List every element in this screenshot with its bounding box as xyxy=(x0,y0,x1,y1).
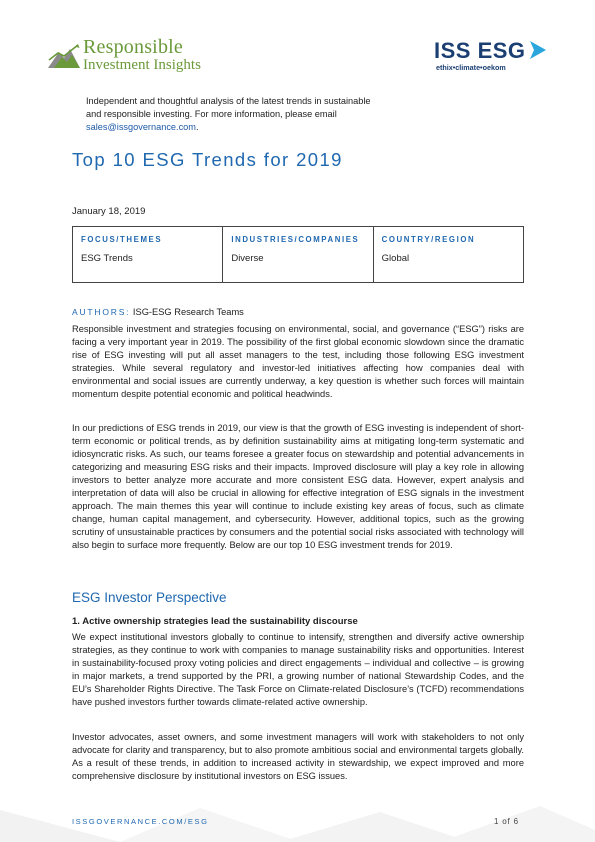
meta-focus-label: FOCUS/THEMES xyxy=(81,235,163,244)
page-number: 1 of 6 xyxy=(494,817,519,826)
meta-table xyxy=(72,226,524,283)
responsible-investment-insights-logo xyxy=(48,36,238,76)
mountain-icon xyxy=(48,44,80,68)
meta-country-value: Global xyxy=(381,253,410,264)
authors-value: ISG-ESG Research Teams xyxy=(132,307,244,317)
paragraph-2: In our predictions of ESG trends in 2019, our view is that the growth of ESG investing is independent of short-term economic or political trends, as by definition sustainability aims at mitigating long-term systematic and idiosyncratic risks. As such, our teams foresee a greater focus on stewardship and potential advancements in categorizing and measuring ESG risks and their impacts. Improved disclosure will play a key role in allowing investors to better analyze more accurate and more consistent ESG data. However, expert analysis and interpretation of data will also be crucial in allowing for effective integration of ESG signals in the investment approach. The main themes this year will continue to include existing key areas of focus, such as climate change, human capital management, and cybersecurity. However, additional topics, such as the growing scrutiny of unsustainable practices by consumers and the potential social risks associated with technology will also begin to surface more frequently. Below are our top 10 ESG investment trends for 2019. xyxy=(72,423,524,551)
authors-line xyxy=(72,307,244,317)
brand-line1: Responsible xyxy=(83,36,183,58)
intro-text: Independent and thoughtful analysis of the latest trends in sustainable and responsible investing. For more information, please email xyxy=(86,96,371,119)
iss-esg-logo xyxy=(432,38,562,74)
meta-focus xyxy=(73,227,223,282)
publish-date: January 18, 2019 xyxy=(72,206,146,217)
intro-end: . xyxy=(195,122,199,132)
meta-country-label: COUNTRY/REGION xyxy=(381,235,476,244)
iss-esg-logo-subtitle: ethix•climate•oekom xyxy=(436,63,506,72)
intro-blurb xyxy=(86,95,386,134)
meta-industries-value: Diverse xyxy=(231,253,264,264)
authors-label: AUTHORS: xyxy=(72,307,131,317)
meta-focus-value: ESG Trends xyxy=(81,253,133,264)
meta-country xyxy=(374,227,523,282)
page-title: Top 10 ESG Trends for 2019 xyxy=(72,149,343,170)
paragraph-3: We expect institutional investors globally to continue to intensify, strengthen and diversify active ownership strategies, as they continue to work with companies to manage sustainability risks and opportunities. Interest in sustainability-focused proxy voting policies and direct engagements – individual and collective – is growing in major markets, a trend supported by the PRI, a growing number of national Stewardship Codes, and the EU’s Shareholder Rights Directive. The Task Force on Climate-related Disclosure’s (TCFD) recommendations have pushed investors further towards climate-related active ownership. xyxy=(72,632,524,708)
paragraph-4: Investor advocates, asset owners, and some investment managers will work with stakeholders to not only advocate for clarity and transparency, but to also promote ambitious social and environmental targets globally. As a result of these trends, in addition to increased activity in stewardship, we expect improved and more comprehensive disclosure by institutional investors on ESG issues. xyxy=(72,732,524,782)
iss-esg-logo-text: ISS ESG xyxy=(434,38,526,63)
sub-heading: 1. Active ownership strategies lead the sustainability discourse xyxy=(72,616,358,627)
meta-industries xyxy=(223,227,373,282)
meta-industries-label: INDUSTRIES/COMPANIES xyxy=(231,235,360,244)
brand-line2: Investment Insights xyxy=(83,57,201,73)
arrow-right-icon xyxy=(530,41,546,59)
sales-email-link[interactable]: sales@issgovernance.com xyxy=(86,122,196,132)
paragraph-1: Responsible investment and strategies focusing on environmental, social, and governance (“ESG”) risks are facing a very important year in 2019. The possibility of the first global economic slowdown since the dramatic rise of ESG investing will put all asset managers to the test, including those following ESG investment strategies. While several regulatory and investor-led initiatives affecting how companies deal with environmental and social issues are currently underway, a key question is whether such forces will maintain momentum despite potential economic and political headwinds. xyxy=(72,324,524,400)
section-heading: ESG Investor Perspective xyxy=(72,590,227,605)
footer-url[interactable]: ISSGOVERNANCE.COM/ESG xyxy=(72,817,209,826)
